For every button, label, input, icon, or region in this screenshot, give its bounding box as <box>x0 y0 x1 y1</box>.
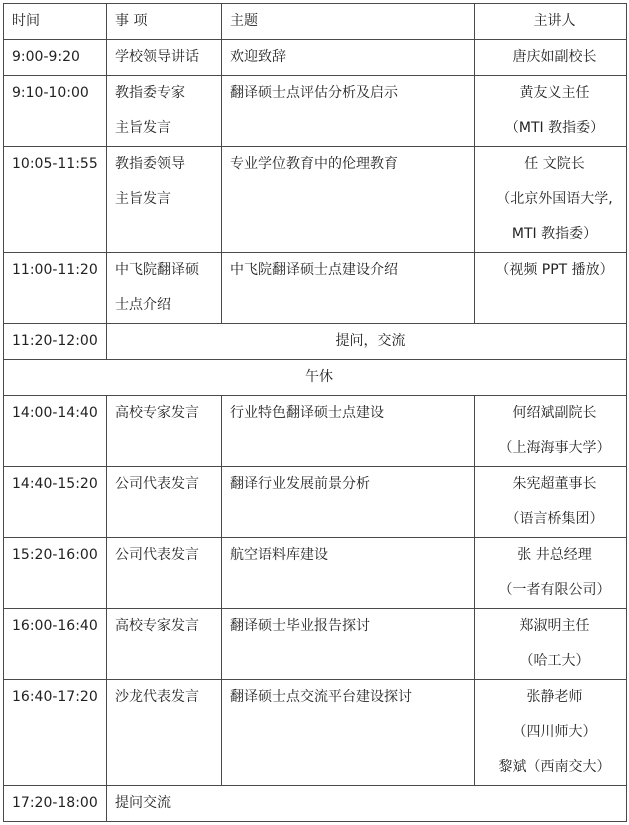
schedule-row <box>4 253 627 324</box>
topic-cell: 翻译硕士点交流平台建设探讨 <box>222 680 475 786</box>
schedule-row <box>4 786 627 822</box>
speaker-cell-line: 黎斌（西南交大） <box>498 759 611 775</box>
schedule-body <box>4 4 627 822</box>
item-cell-line: 中飞院翻译硕 <box>115 262 199 278</box>
speaker-cell-line: 张 井总经理 <box>517 547 592 563</box>
topic-cell: 航空语料库建设 <box>222 538 475 609</box>
item-cell <box>107 147 222 253</box>
time-cell: 15:20-16:00 <box>4 538 107 609</box>
speaker-cell-line: （MTI 教指委） <box>504 120 605 136</box>
speaker-cell-line: 朱宪超董事长 <box>512 476 597 492</box>
schedule-row <box>4 396 627 467</box>
item-cell <box>107 680 222 786</box>
item-cell <box>107 467 222 538</box>
speaker-cell-line: （哈工大） <box>519 653 590 669</box>
item-cell <box>107 609 222 680</box>
speaker-cell-line: MTI 教指委） <box>511 226 598 242</box>
time-cell: 14:40-15:20 <box>4 467 107 538</box>
item-cell-line: 公司代表发言 <box>115 476 199 492</box>
item-cell-line: 沙龙代表发言 <box>115 689 199 705</box>
speaker-cell-line: 张静老师 <box>526 689 583 705</box>
item-cell <box>107 253 222 324</box>
item-cell-line: 主旨发言 <box>115 120 171 136</box>
schedule-row <box>4 40 627 76</box>
item-cell-line: 学校领导讲话 <box>115 49 199 65</box>
schedule-row <box>4 680 627 786</box>
item-cell-line: 高校专家发言 <box>115 405 199 421</box>
speaker-cell-line: 任 文院长 <box>524 156 585 172</box>
speaker-cell <box>475 147 627 253</box>
time-cell: 11:00-11:20 <box>4 253 107 324</box>
speaker-cell <box>475 538 627 609</box>
speaker-cell <box>475 680 627 786</box>
speaker-cell <box>475 40 627 76</box>
topic-cell: 中飞院翻译硕士点建设介绍 <box>222 253 475 324</box>
schedule-table <box>3 3 627 822</box>
header-row <box>4 4 627 40</box>
schedule-row <box>4 324 627 360</box>
time-cell: 14:00-14:40 <box>4 396 107 467</box>
item-cell <box>107 396 222 467</box>
speaker-cell-line: （视频 PPT 播放） <box>495 262 614 278</box>
topic-cell: 专业学位教育中的伦理教育 <box>222 147 475 253</box>
speaker-cell-line: 何绍斌副院长 <box>512 405 597 421</box>
time-cell: 17:20-18:00 <box>4 786 107 822</box>
item-cell <box>107 76 222 147</box>
break-cell: 午休 <box>4 360 627 396</box>
speaker-cell-line: （四川师大） <box>512 724 597 740</box>
schedule-row <box>4 76 627 147</box>
speaker-cell-line: （一者有限公司） <box>498 582 611 598</box>
speaker-cell-line: （上海海事大学） <box>498 440 611 456</box>
time-cell: 11:20-12:00 <box>4 324 107 360</box>
speaker-cell <box>475 609 627 680</box>
speaker-cell-line: 唐庆如副校长 <box>512 49 597 65</box>
topic-cell: 翻译行业发展前景分析 <box>222 467 475 538</box>
schedule-row <box>4 609 627 680</box>
time-cell: 16:00-16:40 <box>4 609 107 680</box>
item-cell-line: 公司代表发言 <box>115 547 199 563</box>
item-cell-line: 高校专家发言 <box>115 618 199 634</box>
speaker-cell <box>475 76 627 147</box>
speaker-cell-line: 郑淑明主任 <box>519 618 590 634</box>
item-cell-line: 主旨发言 <box>115 191 171 207</box>
speaker-cell <box>475 253 627 324</box>
schedule-row <box>4 147 627 253</box>
merged-cell: 提问，交流 <box>107 324 627 360</box>
item-cell-line: 教指委领导 <box>115 156 185 172</box>
schedule-row <box>4 467 627 538</box>
item-cell <box>107 40 222 76</box>
header-speaker: 主讲人 <box>475 4 627 40</box>
speaker-cell-line: （语言桥集团） <box>505 511 604 527</box>
topic-cell: 翻译硕士点评估分析及启示 <box>222 76 475 147</box>
header-item: 事 项 <box>107 4 222 40</box>
topic-cell: 翻译硕士毕业报告探讨 <box>222 609 475 680</box>
speaker-cell-line: （北京外国语大学, <box>496 191 613 207</box>
header-topic: 主题 <box>222 4 475 40</box>
topic-cell: 欢迎致辞 <box>222 40 475 76</box>
schedule-row <box>4 538 627 609</box>
item-cell-line: 教指委专家 <box>115 85 185 101</box>
time-cell: 16:40-17:20 <box>4 680 107 786</box>
topic-cell: 行业特色翻译硕士点建设 <box>222 396 475 467</box>
time-cell: 9:10-10:00 <box>4 76 107 147</box>
time-cell: 10:05-11:55 <box>4 147 107 253</box>
speaker-cell <box>475 467 627 538</box>
speaker-cell <box>475 396 627 467</box>
item-cell <box>107 538 222 609</box>
speaker-cell-line: 黄友义主任 <box>519 85 590 101</box>
header-time: 时间 <box>4 4 107 40</box>
merged-cell: 提问交流 <box>107 786 627 822</box>
break-row <box>4 360 627 396</box>
time-cell: 9:00-9:20 <box>4 40 107 76</box>
item-cell-line: 士点介绍 <box>115 297 171 313</box>
